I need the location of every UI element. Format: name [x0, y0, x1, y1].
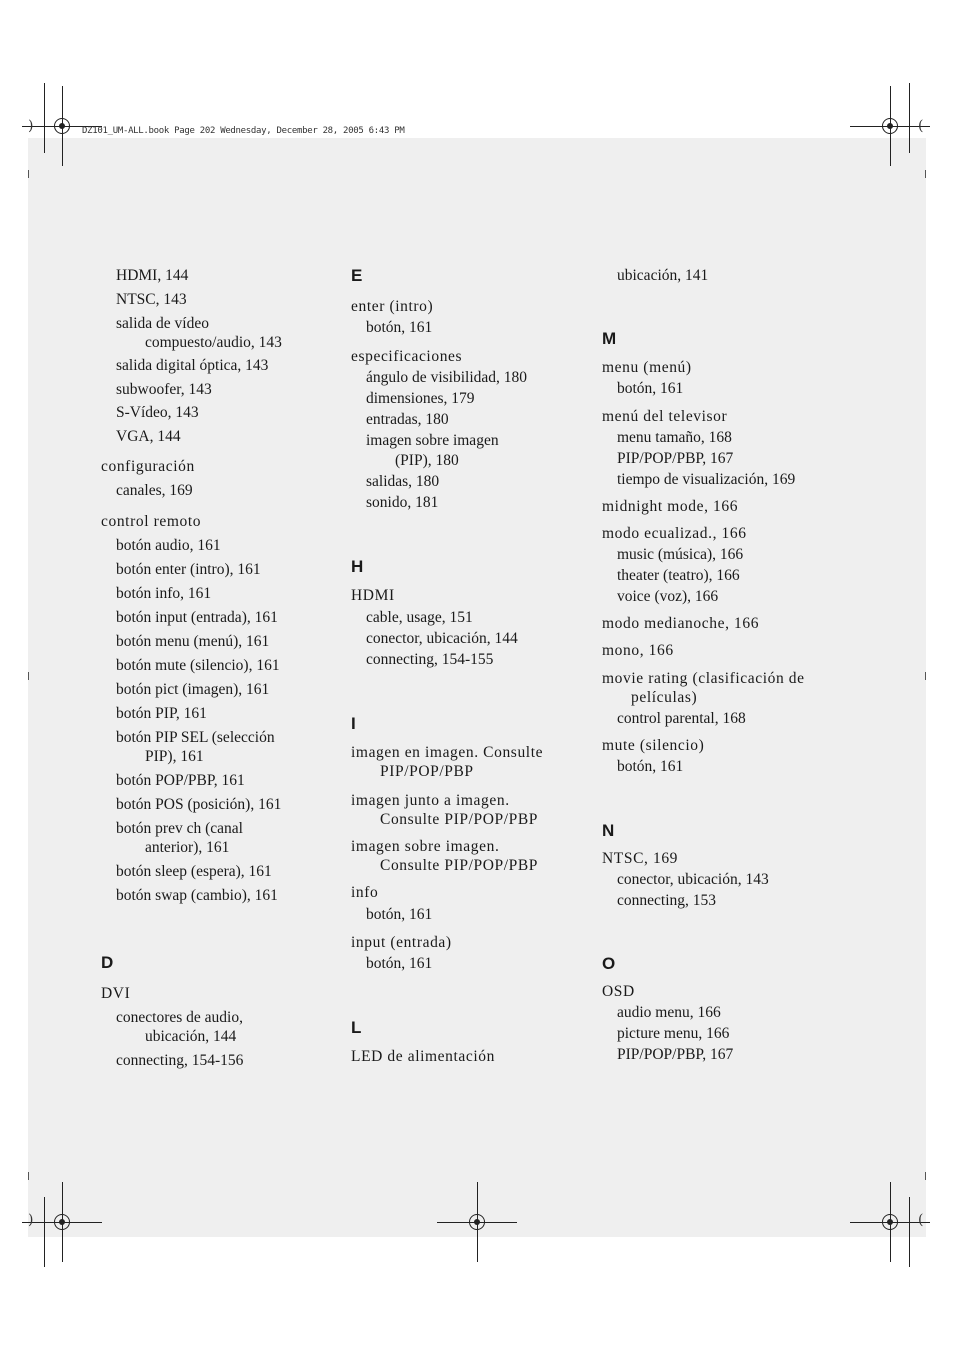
index-entry-continuation: Consulte PIP/POP/PBP	[380, 811, 539, 828]
index-entry: imagen en imagen. Consulte	[351, 744, 544, 761]
index-subentry: control parental, 168	[617, 710, 746, 727]
index-subentry: music (música), 166	[617, 546, 744, 563]
index-column-3	[602, 264, 832, 1065]
index-subentry: botón sleep (espera), 161	[116, 863, 272, 880]
index-entry-continuation: PIP/POP/PBP	[380, 763, 474, 780]
crop-line	[909, 1197, 910, 1267]
index-subentry: HDMI, 144	[116, 267, 189, 284]
index-subentry: cable, usage, 151	[366, 609, 473, 626]
index-subentry: salida de vídeo	[116, 315, 209, 332]
index-subentry: botón prev ch (canal	[116, 820, 243, 837]
index-subentry-continuation: PIP), 161	[145, 748, 204, 765]
edge-tick	[28, 170, 29, 178]
index-subentry-continuation: anterior), 161	[145, 839, 230, 856]
index-subentry: botón input (entrada), 161	[116, 609, 278, 626]
index-subentry: conectores de audio,	[116, 1009, 243, 1026]
index-entry: especificaciones	[351, 348, 463, 365]
index-subentry: connecting, 154-155	[366, 651, 494, 668]
edge-tick	[925, 1172, 926, 1180]
index-subentry: imagen sobre imagen	[366, 432, 499, 449]
index-entry: enter (intro)	[351, 298, 434, 315]
index-subentry: theater (teatro), 166	[617, 567, 740, 584]
index-entry: info	[351, 884, 379, 901]
index-subentry: dimensiones, 179	[366, 390, 475, 407]
crop-line	[909, 83, 910, 153]
index-subentry: botón, 161	[617, 380, 684, 397]
index-subentry: botón audio, 161	[116, 537, 221, 554]
index-subentry: picture menu, 166	[617, 1025, 730, 1042]
index-entry: control remoto	[101, 513, 202, 530]
edge-tick	[28, 672, 29, 680]
index-entry: modo ecualizad., 166	[602, 525, 747, 542]
index-entry-continuation: Consulte PIP/POP/PBP	[380, 857, 539, 874]
index-entry: input (entrada)	[351, 934, 452, 951]
index-entry-continuation: películas)	[631, 689, 698, 706]
crop-bracket: )	[28, 1212, 34, 1228]
section-letter: M	[602, 329, 617, 348]
index-subentry: canales, 169	[116, 482, 193, 499]
section-letter: I	[351, 714, 356, 733]
index-entry: menu (menú)	[602, 359, 692, 376]
index-subentry: botón, 161	[366, 319, 433, 336]
index-subentry: botón enter (intro), 161	[116, 561, 261, 578]
index-subentry: S-Vídeo, 143	[116, 404, 199, 421]
section-letter: O	[602, 954, 616, 973]
index-subentry: botón swap (cambio), 161	[116, 887, 278, 904]
edge-tick	[925, 170, 926, 178]
section-letter: H	[351, 557, 364, 576]
index-subentry-continuation: compuesto/audio, 143	[145, 334, 282, 351]
index-subentry: connecting, 154-156	[116, 1052, 244, 1069]
index-subentry: salidas, 180	[366, 473, 440, 490]
index-entry: menú del televisor	[602, 408, 728, 425]
index-subentry: botón mute (silencio), 161	[116, 657, 280, 674]
index-subentry: botón info, 161	[116, 585, 212, 602]
index-entry: HDMI	[351, 587, 395, 604]
index-entry: OSD	[602, 983, 635, 1000]
index-subentry: ángulo de visibilidad, 180	[366, 369, 528, 386]
index-column-2	[351, 264, 581, 1067]
index-entry: movie rating (clasificación de	[602, 670, 805, 687]
edge-tick	[28, 1172, 29, 1180]
crop-line	[44, 1197, 45, 1267]
print-header: DZ101_UM-ALL.book Page 202 Wednesday, December 28, 2005 6:43 PM	[82, 126, 405, 136]
section-letter: L	[351, 1018, 362, 1037]
index-subentry-continuation: ubicación, 144	[145, 1028, 237, 1045]
crop-line	[44, 83, 45, 153]
index-entry: mute (silencio)	[602, 737, 705, 754]
index-subentry: audio menu, 166	[617, 1004, 721, 1021]
edge-tick	[925, 672, 926, 680]
index-subentry: sonido, 181	[366, 494, 439, 511]
index-subentry: entradas, 180	[366, 411, 449, 428]
index-subentry: botón PIP, 161	[116, 705, 207, 722]
index-subentry: botón POS (posición), 161	[116, 796, 282, 813]
section-letter: D	[101, 953, 114, 972]
index-subentry: VGA, 144	[116, 428, 181, 445]
index-entry: modo medianoche, 166	[602, 615, 760, 632]
index-subentry: voice (voz), 166	[617, 588, 719, 605]
index-entry: imagen junto a imagen.	[351, 792, 510, 809]
index-entry: NTSC, 169	[602, 850, 679, 867]
index-entry: LED de alimentación	[351, 1048, 495, 1065]
crop-bracket: (	[918, 1212, 924, 1228]
index-subentry: PIP/POP/PBP, 167	[617, 1046, 734, 1063]
index-subentry: tiempo de visualización, 169	[617, 471, 796, 488]
crop-bracket: (	[918, 118, 924, 134]
section-letter: N	[602, 821, 615, 840]
index-subentry: botón pict (imagen), 161	[116, 681, 270, 698]
index-subentry: ubicación, 141	[617, 267, 709, 284]
index-subentry: botón, 161	[617, 758, 684, 775]
index-column-1	[101, 264, 321, 1071]
index-subentry: NTSC, 143	[116, 291, 187, 308]
index-entry: mono, 166	[602, 642, 674, 659]
index-subentry: conector, ubicación, 143	[617, 871, 769, 888]
index-subentry: menu tamaño, 168	[617, 429, 732, 446]
index-entry: configuración	[101, 458, 195, 475]
index-subentry: subwoofer, 143	[116, 381, 212, 398]
index-entry: midnight mode, 166	[602, 498, 739, 515]
index-subentry: botón menu (menú), 161	[116, 633, 270, 650]
index-entry: DVI	[101, 985, 131, 1002]
section-letter: E	[351, 266, 363, 285]
index-subentry: connecting, 153	[617, 892, 717, 909]
index-subentry: PIP/POP/PBP, 167	[617, 450, 734, 467]
index-subentry: botón, 161	[366, 906, 433, 923]
index-subentry-continuation: (PIP), 180	[395, 452, 459, 469]
index-subentry: botón, 161	[366, 955, 433, 972]
index-entry: imagen sobre imagen.	[351, 838, 500, 855]
crop-bracket: )	[28, 118, 34, 134]
index-subentry: botón POP/PBP, 161	[116, 772, 245, 789]
index-subentry: conector, ubicación, 144	[366, 630, 518, 647]
index-subentry: salida digital óptica, 143	[116, 357, 269, 374]
index-subentry: botón PIP SEL (selección	[116, 729, 275, 746]
